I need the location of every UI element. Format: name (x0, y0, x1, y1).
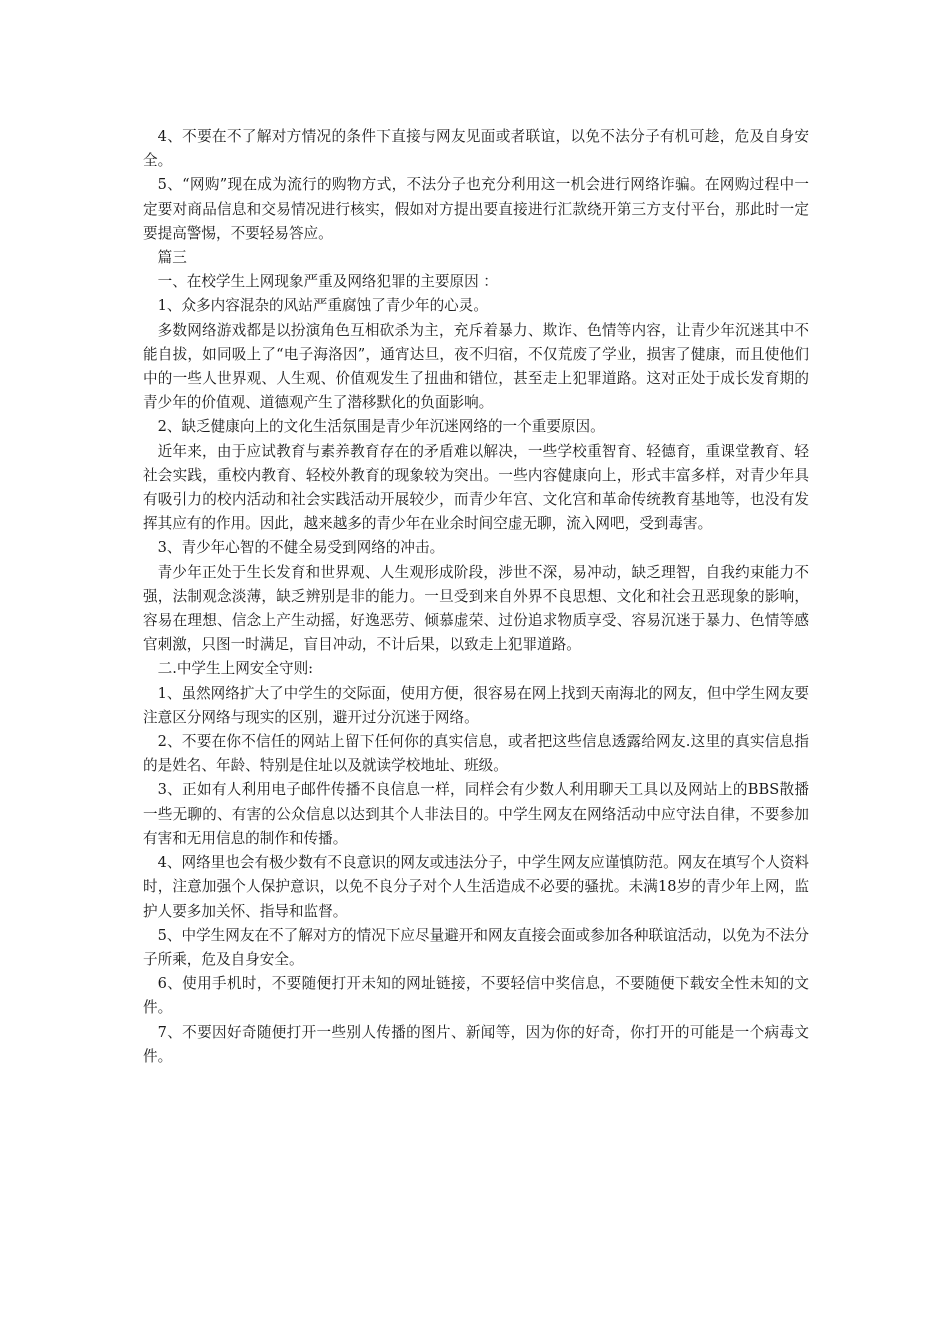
subheading-cause-1: 1、众多内容混杂的风站严重腐蚀了青少年的心灵。 (157, 297, 488, 315)
heading-causes: 一、在校学生上网现象严重及网络犯罪的主要原因 ： (157, 273, 498, 291)
section-heading-part-three: 篇三 (157, 249, 187, 267)
paragraph-cause-2-detail: 近年来，由于应试教育与素养教育存在的矛盾难以解决，一些学校重智育、轻德育，重课堂教育、轻社会实践，重校内教育、轻校外教育的现象较为突出。一些内容健康向上，形式丰富多样，对青少年具有吸引力的校内活动和社会实践活动开展较少，而青少年宫、文化宫和革命传统教育基地等，也没有发挥其应有的作用。因此，越来越多的青少年在业余时间空虚无聊，流入网吧，受到毒害。 (143, 442, 809, 533)
rule-4: 4、网络里也会有极少数有不良意识的网友或违法分子，中学生网友应谨慎防范。网友在填写个人资料时，注意加强个人保护意识，以免不良分子对个人生活造成不必要的骚扰。未满18岁的青少年上网，监护人要多加关怀、指导和监督。 (143, 854, 810, 920)
paragraph-cause-1-detail: 多数网络游戏都是以扮演角色互相砍杀为主，充斥着暴力、欺诈、色情等内容，让青少年沉迷其中不能自拔，如同吸上了“电子海洛因”，通宵达旦，夜不归宿，不仅荒废了学业，损害了健康，而且使他们中的一些人世界观、人生观、价值观发生了扭曲和错位，甚至走上犯罪道路。这对正处于成长发育期的青少年的价值观、道德观产生了潜移默化的负面影响。 (143, 321, 809, 412)
paragraph-cause-3-detail: 青少年正处于生长发育和世界观、人生观形成阶段，涉世不深，易冲动，缺乏理智，自我约束能力不强，法制观念淡薄，缺乏辨别是非的能力。一旦受到来自外界不良思想、文化和社会丑恶现象的影响，容易在理想、信念上产生动摇，好逸恶劳、倾慕虚荣、过份追求物质享受、容易沉迷于暴力、色情等感官刺激，只图一时满足，盲目冲动，不计后果，以致走上犯罪道路。 (143, 563, 809, 654)
rule-6: 6、使用手机时，不要随便打开未知的网址链接，不要轻信中奖信息，不要随便下载安全性未知的文件。 (143, 975, 809, 1017)
subheading-cause-2: 2、缺乏健康向上的文化生活氛围是青少年沉迷网络的一个重要原因。 (157, 418, 605, 436)
rule-3: 3、正如有人利用电子邮件传播不良信息一样，同样会有少数人利用聊天工具以及网站上的BBS散播一些无聊的、有害的公众信息以达到其个人非法目的。中学生网友在网络活动中应守法自律，不要参加有害和无用信息的制作和传播。 (143, 781, 809, 847)
rule-7: 7、不要因好奇随便打开一些别人传播的图片、新闻等，因为你的好奇，你打开的可能是一个病毒文件。 (143, 1023, 809, 1065)
rule-1: 1、虽然网络扩大了中学生的交际面，使用方便，很容易在网上找到天南海北的网友，但中学生网友要注意区分网络与现实的区别，避开过分沉迷于网络。 (143, 684, 810, 726)
heading-safety-rules: 二.中学生上网安全守则: (157, 660, 314, 678)
rule-2: 2、不要在你不信任的网站上留下任何你的真实信息，或者把这些信息透露给网友.这里的真实信息指的是姓名、年龄、特别是住址以及就读学校地址、班级。 (143, 733, 809, 775)
document-body (143, 125, 809, 1069)
rule-5: 5、中学生网友在不了解对方的情况下应尽量避开和网友直接会面或参加各种联谊活动，以免为不法分子所乘，危及自身安全。 (143, 926, 810, 968)
paragraph-online-shopping-warning: 5、“网购”现在成为流行的购物方式，不法分子也充分利用这一机会进行网络诈骗。在网购过程中一定要对商品信息和交易情况进行核实，假如对方提出要直接进行汇款绕开第三方支付平台，那此时一定要提高警惕，不要轻易答应。 (143, 176, 809, 242)
subheading-cause-3: 3、青少年心智的不健全易受到网络的冲击。 (157, 539, 445, 557)
paragraph-online-meeting-warning: 4、不要在不了解对方情况的条件下直接与网友见面或者联谊，以免不法分子有机可趁，危及自身安全。 (143, 128, 809, 170)
